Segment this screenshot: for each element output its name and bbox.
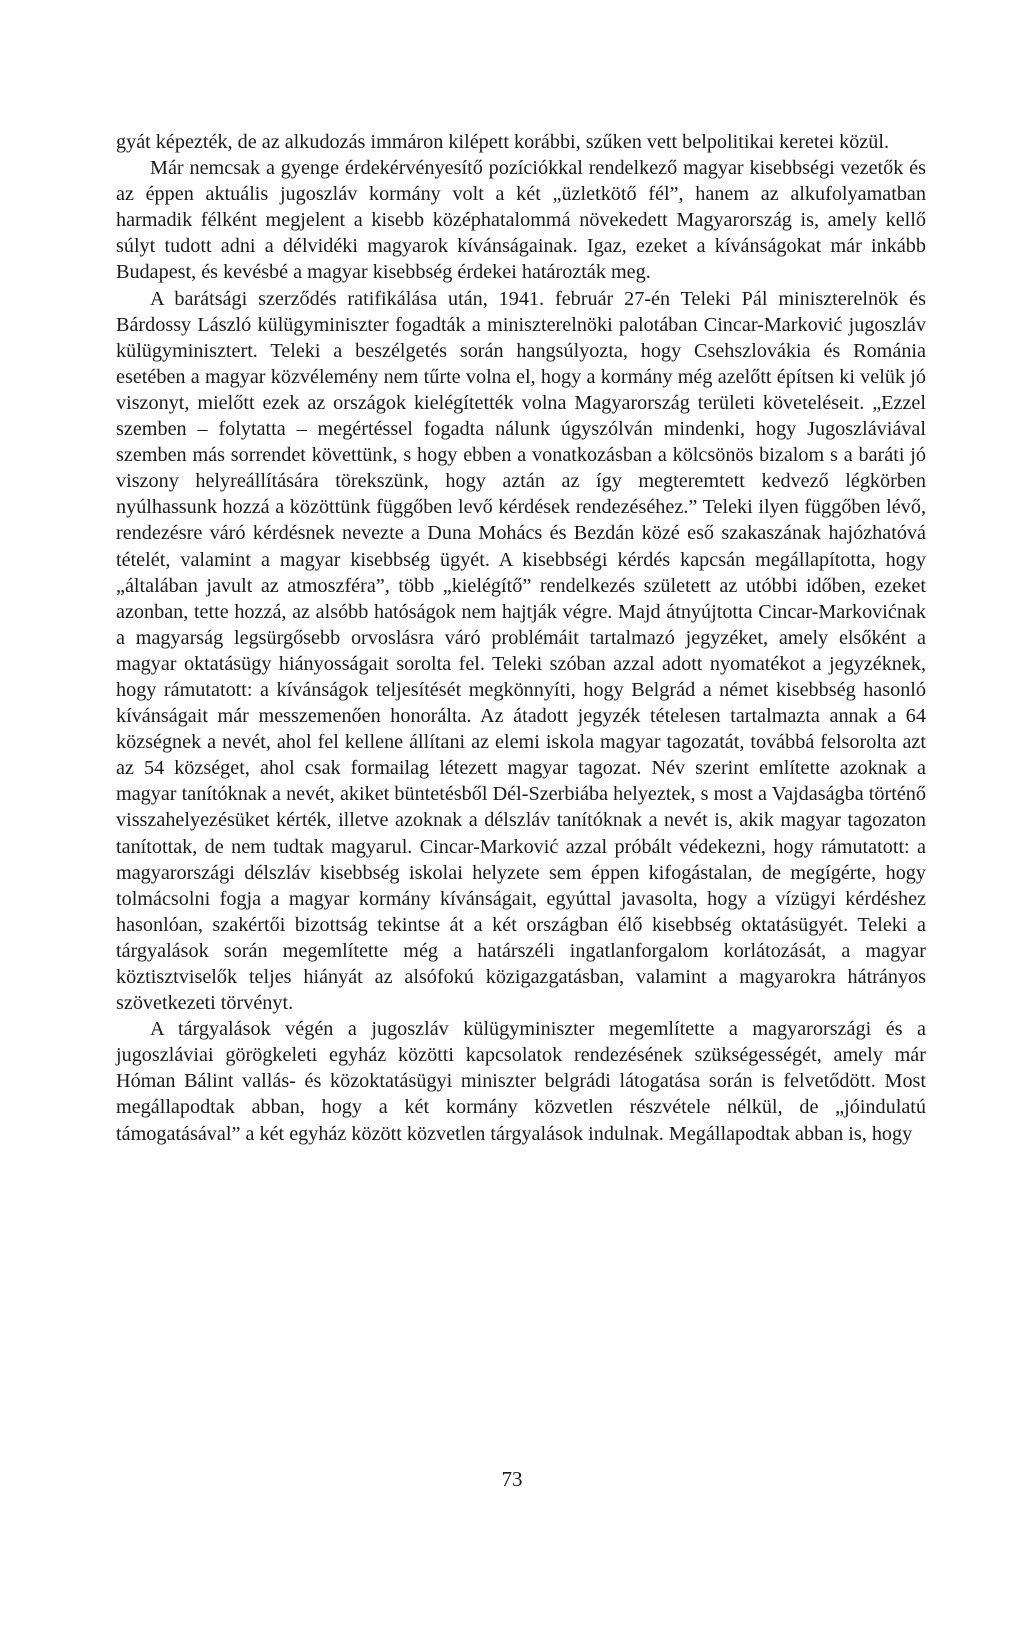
paragraph-1: gyát képezték, de az alkudozás immáron kilépett korábbi, szűken vett belpolitikai keretei közül. <box>116 131 890 153</box>
page-body <box>116 129 926 1147</box>
page-number: 73 <box>501 1467 523 1491</box>
paragraph-4: A tárgyalások végén a jugoszláv külügyminiszter megemlítette a magyarországi és a jugoszláviai görögkeleti egyház közötti kapcsolatok rendezésének szükségességét, amely már Hóman Bálint vallás- és közoktatásügyi miniszter belgrádi látogatása során is felvetődött. Most megállapodtak abban, hogy a két kormány közvetlen részvétele nélkül, de „jóindulatú támogatásával” a két egyház között közvetlen tárgyalások indulnak. Megállapodtak abban is, hogy <box>116 1018 926 1145</box>
paragraph-2: Már nemcsak a gyenge érdekérvényesítő pozíciókkal rendelkező magyar kisebbségi vezetők és az éppen aktuális jugoszláv kormány volt a két „üzletkötő fél”, hanem az alkufolyamatban harmadik félként megjelent a kisebb középhatalommá növekedett Magyarország is, amely kellő súlyt tudott adni a délvidéki magyarok kívánságainak. Igaz, ezeket a kívánságokat már inkább Budapest, és kevésbé a magyar kisebbség érdekei határozták meg. <box>116 157 926 284</box>
paragraph-3: A barátsági szerződés ratifikálása után, 1941. február 27-én Teleki Pál miniszterelnök és Bárdossy László külügyminiszter fogadták a miniszterelnöki palotában Cincar-Marković jugoszláv külügyminisztert. Teleki a beszélgetés során hangsúlyozta, hogy Csehszlovákia és Románia esetében a magyar közvélemény nem tűrte volna el, hogy a kormány még azelőtt építsen ki velük jó viszonyt, mielőtt ezek az országok kielégítették volna Magyarország területi követeléseit. „Ezzel szemben – folytatta – megértéssel fogadta nálunk úgyszólván mindenki, hogy Jugoszláviával szemben más sorrendet követtünk, s hogy ebben a vonatkozásban a kölcsönös bizalom s a baráti jó viszony helyreállítására törekszünk, hogy aztán az így megteremtett kedvező légkörben nyúlhassunk hozzá a közöttünk függőben levő kérdések rendezéséhez.” Teleki ilyen függőben lévő, rendezésre váró kérdésnek nevezte a Duna Mohács és Bezdán közé eső szakaszának hajózhatóvá tételét, valamint a magyar kisebbség ügyét. A kisebbségi kérdés kapcsán megállapította, hogy „általában javult az atmoszféra”, több „kielégítő” rendelkezés született az utóbbi időben, ezeket azonban, tette hozzá, az alsóbb hatóságok nem hajtják végre. Majd átnyújtotta Cincar-Markovićnak a magyarság legsürgősebb orvoslásra váró problémáit tartalmazó jegyzéket, amely elsőként a magyar oktatásügy hiányosságait sorolta fel. Teleki szóban azzal adott nyomatékot a jegyzéknek, hogy rámutatott: a kívánságok teljesítését megkönnyíti, hogy Belgrád a német kisebbség hasonló kívánságait már messzemenően honorálta. Az átadott jegyzék tételesen tartalmazta annak a 64 községnek a nevét, ahol fel kellene állítani az elemi iskola magyar tagozatát, továbbá felsorolta azt az 54 községet, ahol csak formailag létezett magyar tagozat. Név szerint említette azoknak a magyar tanítóknak a nevét, akiket büntetésből Dél-Szerbiába helyeztek, s most a Vajdaságba történő visszahelyezésüket kérték, illetve azoknak a délszláv tanítóknak a nevét is, akik magyar tagozaton tanítottak, de nem tudtak magyarul. Cincar-Marković azzal próbált védekezni, hogy rámutatott: a magyarországi délszláv kisebbség iskolai helyzete sem éppen kifogástalan, de megígérte, hogy tolmácsolni fogja a magyar kormány kívánságait, egyúttal javasolta, hogy a vízügyi kérdéshez hasonlóan, szakértői bizottság tekintse át a két országban élő kisebbség oktatásügyét. Teleki a tárgyalások során megemlítette még a határszéli ingatlanforgalom korlátozását, a magyar köztisztviselők teljes hiányát az alsófokú közigazgatásban, valamint a magyarokra hátrányos szövetkezeti törvényt. <box>116 287 926 1015</box>
